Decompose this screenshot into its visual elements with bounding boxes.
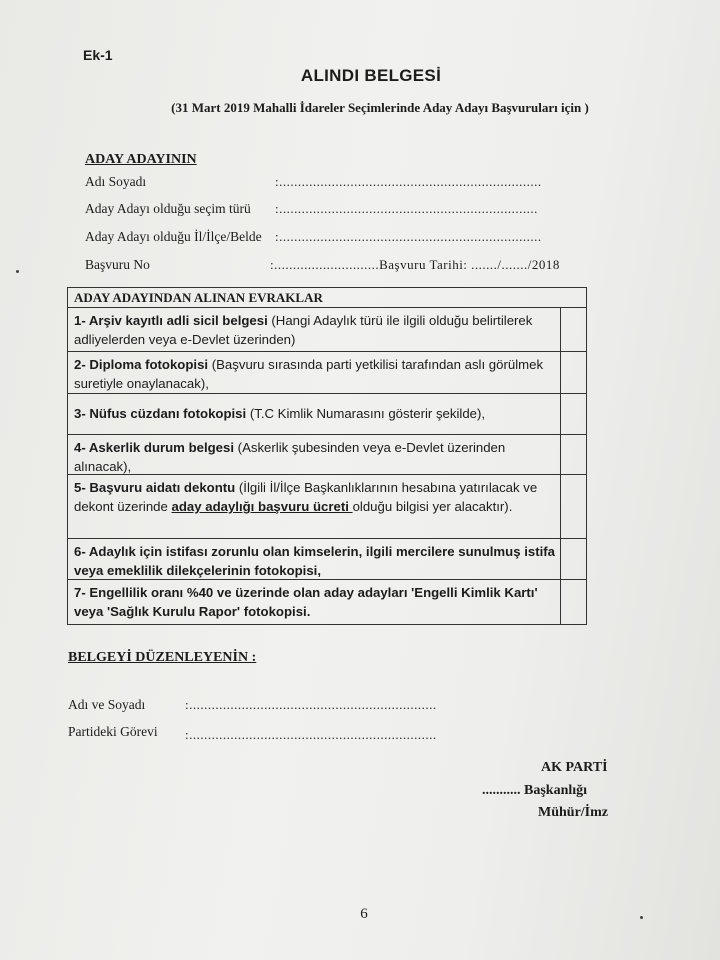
page-number: 6 [360, 906, 368, 922]
candidate-name-value: :...................................................................... [275, 174, 542, 189]
issuer-role-value: :.................................................................. [185, 727, 437, 742]
documents-table-heading: ADAY ADAYINDAN ALINAN EVRAKLAR [68, 288, 586, 308]
document-check-cell [561, 580, 586, 624]
document-check-cell [561, 435, 586, 474]
document-check-cell [561, 539, 586, 579]
documents-table [67, 287, 587, 625]
district-value: :...................................................................... [275, 229, 542, 244]
document-item-text: 6- Adaylık için istifası zorunlu olan kimselerin, ilgili mercilere sunulmuş istifa veya emeklilik dilekçelerinin fotokopisi, [68, 539, 561, 579]
issuer-role-label: Partideki Görevi [68, 724, 158, 739]
election-type-label: Aday Adayı olduğu seçim türü [85, 201, 251, 216]
document-row [68, 308, 586, 352]
document-item-text: 3- Nüfus cüzdanı fotokopisi (T.C Kimlik Numarasını gösterir şekilde), [68, 394, 561, 434]
issuer-name-label: Adı ve Soyadı [68, 697, 146, 712]
document-row [68, 475, 586, 539]
party-name: AK PARTİ [541, 760, 608, 775]
scan-speck [640, 916, 643, 919]
document-subtitle: (31 Mart 2019 Mahalli İdareler Seçimlerinde Aday Adayı Başvuruları için ) [171, 100, 589, 115]
document-check-cell [561, 308, 586, 351]
application-no-label: Başvuru No [85, 257, 150, 272]
document-row [68, 394, 586, 435]
document-item-text: 5- Başvuru aidatı dekontu (İlgili İl/İlçe Başkanlıklarının hesabına yatırılacak ve dekont üzerinde aday adaylığı başvuru ücreti olduğu bilgisi yer alacaktır). [68, 475, 561, 538]
document-item-text: 7- Engellilik oranı %40 ve üzerinde olan aday adayları 'Engelli Kimlik Kartı' veya 'Sağlık Kurulu Rapor' fotokopisi. [68, 580, 561, 624]
candidate-heading: ADAY ADAYININ [85, 152, 197, 167]
application-no-value: :............................Başvuru Tarihi: ......./......./2018 [270, 257, 560, 272]
document-row [68, 435, 586, 475]
office-label: ........... Başkanlığı [482, 783, 588, 798]
document-item-text: 2- Diploma fotokopisi (Başvuru sırasında parti yetkilisi tarafından aslı görülmek suretiyle onaylanacak), [68, 352, 561, 393]
district-label: Aday Adayı olduğu İl/İlçe/Belde [85, 229, 262, 244]
issuer-name-value: :.................................................................. [185, 697, 437, 712]
document-row [68, 352, 586, 394]
document-title: ALINDI BELGESİ [300, 66, 442, 85]
scan-speck [16, 270, 19, 273]
seal-signature-label: Mühür/İmz [538, 805, 608, 820]
document-row [68, 580, 586, 624]
document-row [68, 539, 586, 580]
document-check-cell [561, 475, 586, 538]
document-item-text: 4- Askerlik durum belgesi (Askerlik şubesinden veya e-Devlet üzerinden alınacak), [68, 435, 561, 474]
election-type-value: :..................................................................... [275, 201, 538, 216]
candidate-name-label: Adı Soyadı [85, 174, 147, 189]
document-check-cell [561, 352, 586, 393]
document-item-text: 1- Arşiv kayıtlı adli sicil belgesi (Hangi Adaylık türü ile ilgili olduğu belirtilerek adliyelerden veya e-Devlet üzerinden) [68, 308, 561, 351]
annex-label: Ek-1 [83, 47, 113, 63]
issuer-heading: BELGEYİ DÜZENLEYENİN : [68, 650, 257, 665]
